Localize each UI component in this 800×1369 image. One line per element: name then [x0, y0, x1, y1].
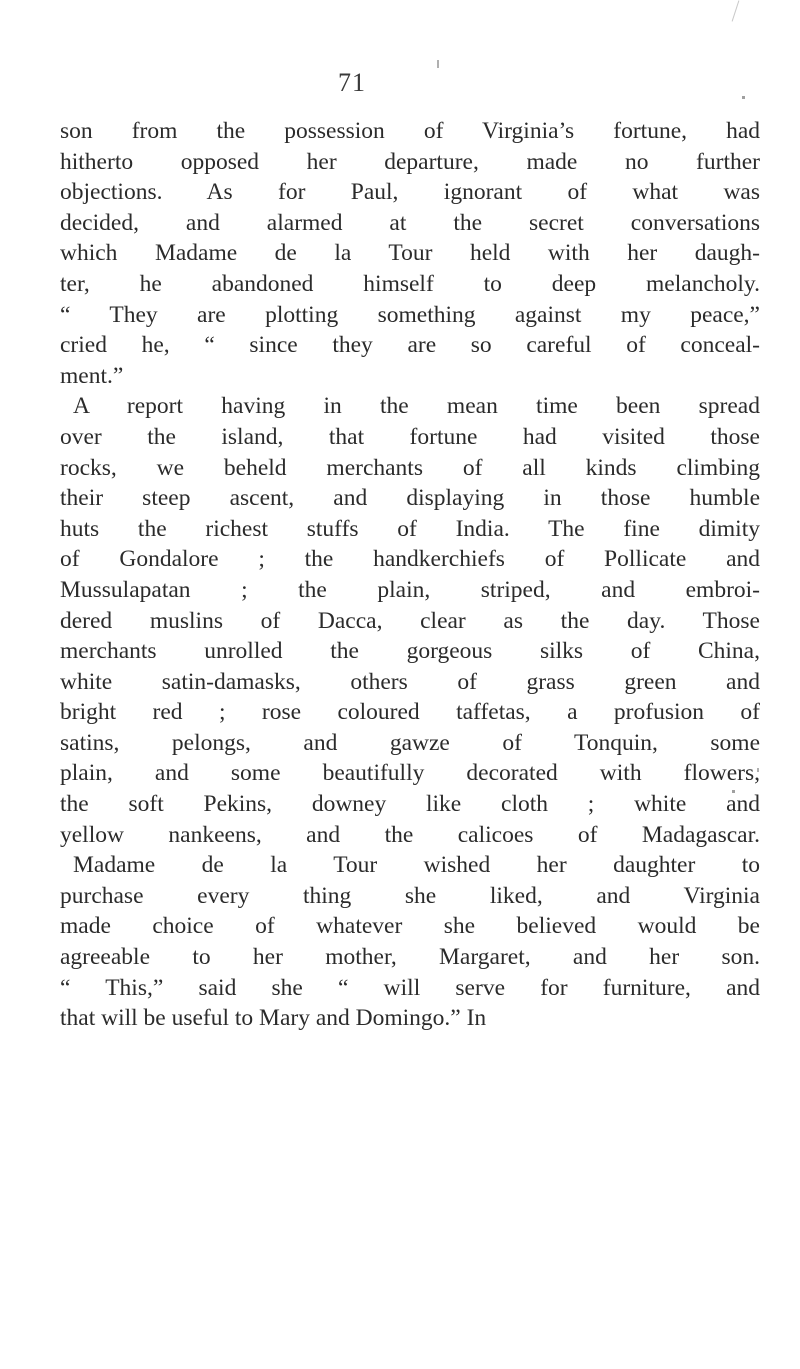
text-line: yellow nankeens, and the calicoes of Madagascar.: [60, 821, 760, 848]
text-line: made choice of whatever she believed would be: [60, 913, 760, 940]
text-line: Mussulapatan ; the plain, striped, and embroi-: [60, 576, 760, 603]
text-line: purchase every thing she liked, and Virginia: [60, 882, 760, 909]
text-line: ment.”: [60, 362, 124, 389]
text-line: plain, and some beautifully decorated with flowers,: [60, 760, 760, 787]
text-line: decided, and alarmed at the secret conversations: [60, 209, 760, 236]
text-line: which Madame de la Tour held with her daugh-: [60, 240, 760, 267]
text-line: bright red ; rose coloured taffetas, a profusion of: [60, 699, 760, 726]
text-line: white satin-damasks, others of grass green and: [60, 668, 760, 695]
text-line: their steep ascent, and displaying in those humble: [60, 485, 760, 512]
text-line-paragraph-start: A report having in the mean time been spread: [73, 393, 760, 420]
page-number: 71: [338, 68, 366, 97]
text-line: agreeable to her mother, Margaret, and her son.: [60, 944, 760, 971]
text-line: rocks, we beheld merchants of all kinds climbing: [60, 454, 760, 481]
text-line: that will be useful to Mary and Domingo.” In: [60, 1005, 487, 1032]
text-line: “ They are plotting something against my peace,”: [60, 301, 760, 328]
paper-scratch-mark: [732, 0, 740, 21]
paper-speck-mark: [437, 60, 439, 68]
text-line: of Gondalore ; the handkerchiefs of Pollicate and: [60, 546, 760, 573]
paper-speck-mark: [742, 96, 745, 99]
text-line: ter, he abandoned himself to deep melancholy.: [60, 270, 760, 297]
body-text: [60, 116, 760, 1034]
text-line: over the island, that fortune had visited those: [60, 423, 760, 450]
text-line: huts the richest stuffs of India. The fine dimity: [60, 515, 760, 542]
text-line: dered muslins of Dacca, clear as the day. Those: [60, 607, 760, 634]
text-line: the soft Pekins, downey like cloth ; white and: [60, 791, 760, 818]
text-line: merchants unrolled the gorgeous silks of China,: [60, 638, 760, 665]
text-line: “ This,” said she “ will serve for furniture, and: [60, 974, 760, 1001]
text-line: hitherto opposed her departure, made no further: [60, 148, 760, 175]
text-line-paragraph-start: Madame de la Tour wished her daughter to: [73, 852, 760, 879]
text-line: cried he, “ since they are so careful of conceal-: [60, 332, 760, 359]
text-line: satins, pelongs, and gawze of Tonquin, some: [60, 729, 760, 756]
text-line: son from the possession of Virginia’s fortune, had: [60, 118, 760, 144]
text-line: objections. As for Paul, ignorant of what was: [60, 179, 760, 206]
